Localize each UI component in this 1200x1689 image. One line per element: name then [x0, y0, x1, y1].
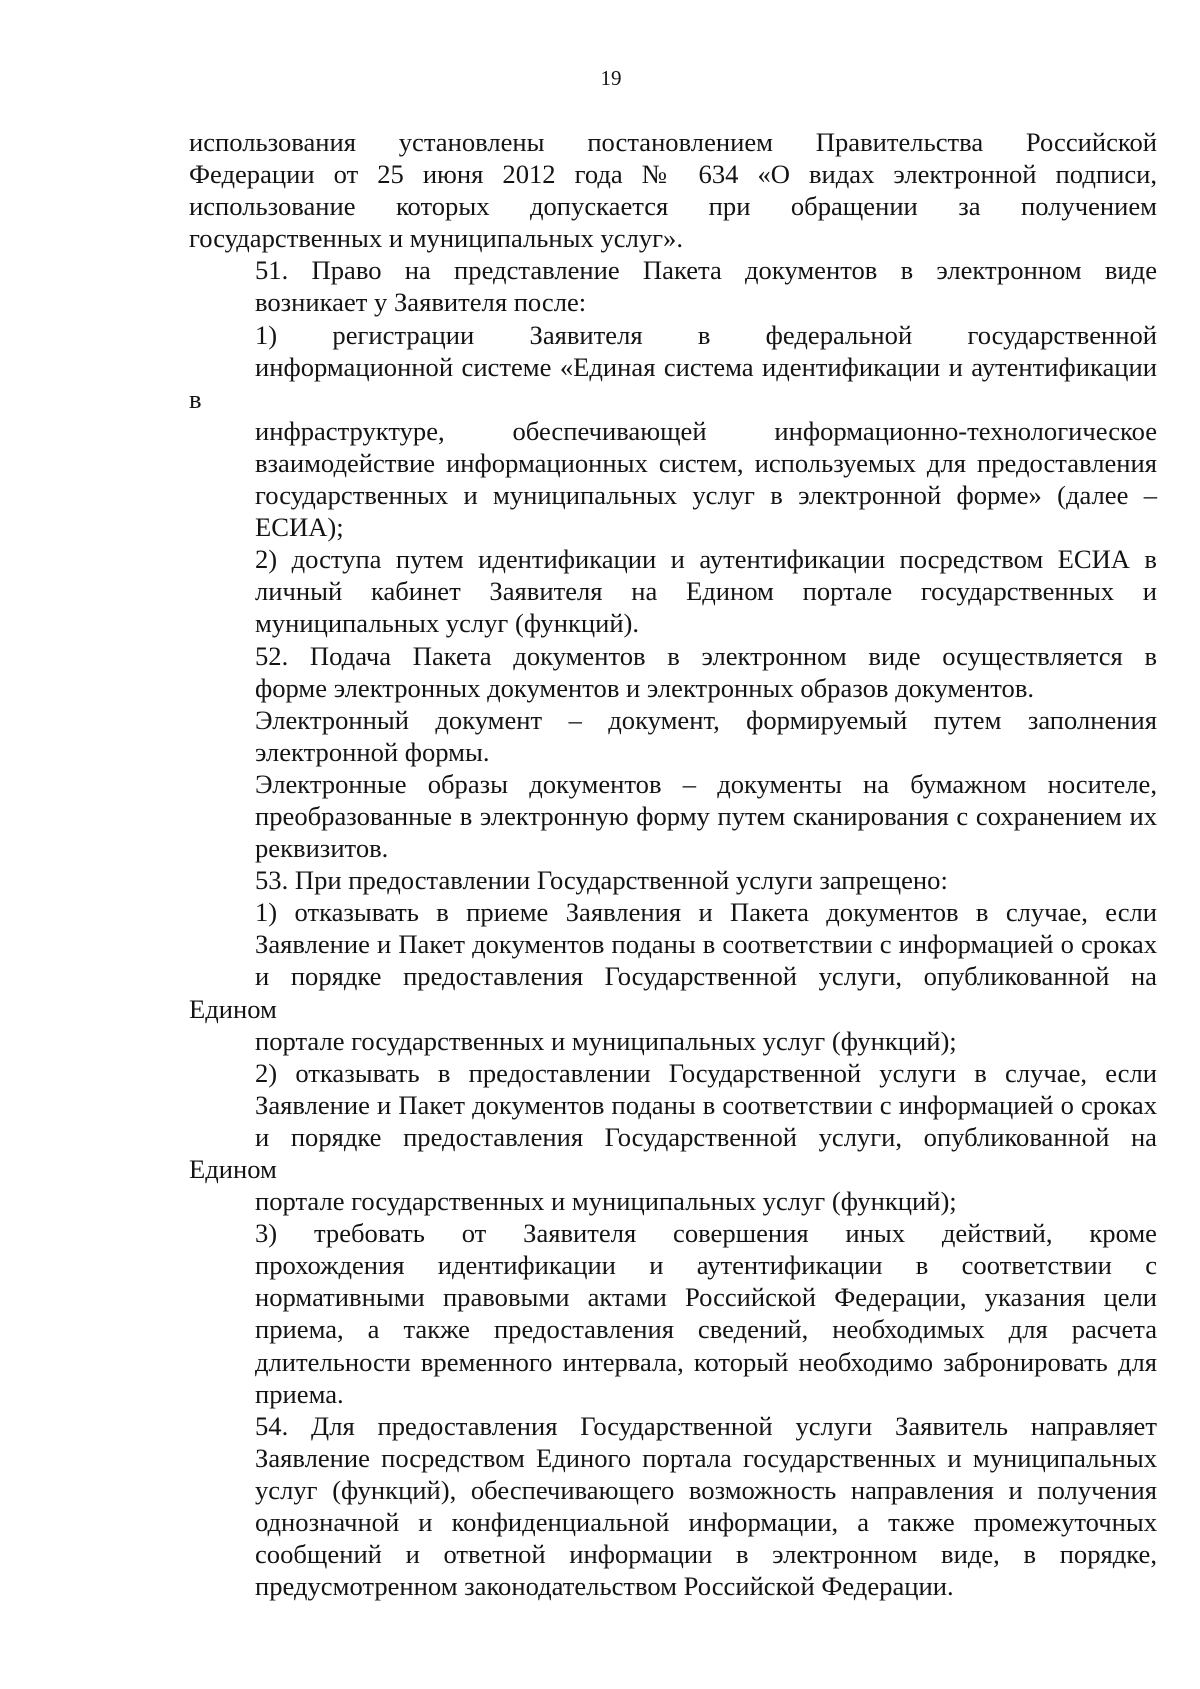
text-line: ЕСИА); — [255, 512, 344, 543]
text-line: Электронные образы документов – документы на бумажном носителе, — [255, 768, 1157, 799]
text-line: 52. Подача Пакета документов в электронном виде осуществляется в — [255, 640, 1157, 671]
paragraph-p53-1 — [189, 896, 1157, 1056]
text-line: портале государственных и муниципальных услуг (функций); — [255, 1186, 957, 1217]
text-line: государственных и муниципальных услуг». — [189, 223, 683, 254]
text-line: Заявление и Пакет документов поданы в соответствии с информацией о сроках — [255, 929, 1157, 960]
text-line: Федерации от 25 июня 2012 года № 634 «О видах электронной подписи, — [189, 159, 1157, 190]
paragraph-p0 — [189, 126, 1157, 254]
text-line: 2) отказывать в предоставлении Государственной услуги в случае, если — [255, 1057, 1157, 1088]
text-line: длительности временного интервала, который необходимо забронировать для — [255, 1346, 1157, 1377]
text-line: муниципальных услуг (функций). — [255, 608, 640, 639]
text-line: возникает у Заявителя после: — [255, 287, 587, 318]
text-line: Заявление посредством Единого портала государственных и муниципальных — [255, 1442, 1157, 1473]
text-line: личный кабинет Заявителя на Едином портале государственных и — [255, 576, 1157, 607]
text-line: форме электронных документов и электронных образов документов. — [255, 672, 1035, 703]
text-line: сообщений и ответной информации в электронном виде, в порядке, — [255, 1539, 1157, 1570]
text-line: взаимодействие информационных систем, используемых для предоставления — [255, 447, 1157, 478]
text-line: Заявление и Пакет документов поданы в соответствии с информацией о сроках — [255, 1089, 1157, 1120]
text-line: 51. Право на представление Пакета документов в электронном виде — [255, 255, 1157, 286]
text-line: информационной системе «Единая система идентификации и аутентификации в — [189, 351, 1157, 414]
text-line: государственных и муниципальных услуг в электронной форме» (далее – — [255, 480, 1157, 511]
text-line: преобразованные в электронную форму путем сканирования с сохранением их — [255, 800, 1157, 831]
text-line: 54. Для предоставления Государственной услуги Заявитель направляет — [255, 1410, 1157, 1441]
paragraph-p52-a — [189, 704, 1157, 768]
text-line: приема, а также предоставления сведений, необходимых для расчета — [255, 1314, 1157, 1345]
text-line: 2) доступа путем идентификации и аутентификации посредством ЕСИА в — [255, 544, 1157, 575]
text-line: прохождения идентификации и аутентификации в соответствии с — [255, 1250, 1157, 1281]
paragraph-p53-2 — [189, 1057, 1157, 1217]
text-line: портале государственных и муниципальных услуг (функций); — [255, 1025, 957, 1056]
text-line: Электронный документ – документ, формируемый путем заполнения — [255, 704, 1157, 735]
text-line: использования установлены постановлением Правительства Российской — [189, 127, 1157, 157]
paragraph-p53-3 — [189, 1217, 1157, 1410]
text-line: использование которых допускается при обращении за получением — [189, 191, 1157, 222]
text-line: 53. При предоставлении Государственной услуги запрещено: — [255, 865, 948, 896]
page-number: 19 — [600, 66, 622, 90]
paragraph-p52-b — [189, 768, 1157, 864]
paragraph-p51-1 — [189, 319, 1157, 544]
text-line: услуг (функций), обеспечивающего возможность направления и получения — [255, 1474, 1157, 1505]
text-line: и порядке предоставления Государственной услуги, опубликованной на Едином — [189, 961, 1157, 1024]
paragraph-p53 — [189, 864, 1157, 896]
text-line: электронной формы. — [255, 736, 490, 767]
text-line: инфраструктуре, обеспечивающей информационно-технологическое — [255, 415, 1157, 446]
paragraph-p51 — [189, 254, 1157, 318]
text-line: и порядке предоставления Государственной услуги, опубликованной на Едином — [189, 1121, 1157, 1184]
text-line: 3) требовать от Заявителя совершения иных действий, кроме — [255, 1218, 1157, 1249]
text-line: 1) регистрации Заявителя в федеральной государственной — [255, 319, 1157, 350]
text-line: предусмотренном законодательством Российской Федерации. — [255, 1571, 954, 1602]
paragraph-p51-2 — [189, 543, 1157, 639]
text-line: однозначной и конфиденциальной информации, а также промежуточных — [255, 1507, 1157, 1538]
text-line: нормативными правовыми актами Российской Федерации, указания цели — [255, 1282, 1157, 1313]
text-line: приема. — [255, 1378, 344, 1409]
paragraph-p54 — [189, 1410, 1157, 1603]
document-body — [189, 126, 1157, 1602]
paragraph-p52 — [189, 640, 1157, 704]
text-line: 1) отказывать в приеме Заявления и Пакета документов в случае, если — [255, 897, 1157, 928]
text-line: реквизитов. — [255, 833, 389, 864]
